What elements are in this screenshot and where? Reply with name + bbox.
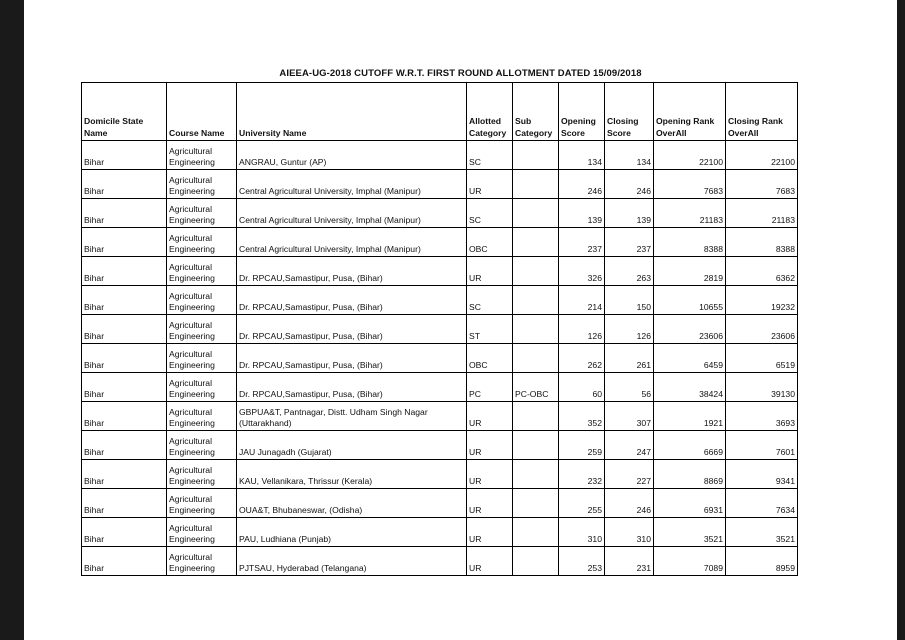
table-cell: OUA&T, Bhubaneswar, (Odisha) <box>237 489 467 518</box>
table-cell: 150 <box>605 286 654 315</box>
table-cell: Dr. RPCAU,Samastipur, Pusa, (Bihar) <box>237 344 467 373</box>
table-cell: Agricultural Engineering <box>167 518 237 547</box>
table-cell: 255 <box>559 489 605 518</box>
table-row <box>82 518 798 547</box>
table-header-row <box>82 83 798 141</box>
table-cell: 23606 <box>654 315 726 344</box>
table-cell: Agricultural Engineering <box>167 286 237 315</box>
table-cell: Bihar <box>82 141 167 170</box>
table-cell: Bihar <box>82 228 167 257</box>
table-cell: 352 <box>559 402 605 431</box>
table-cell: Agricultural Engineering <box>167 228 237 257</box>
table-cell <box>513 199 559 228</box>
table-cell: 253 <box>559 547 605 576</box>
table-cell: 246 <box>605 489 654 518</box>
table-cell: 126 <box>605 315 654 344</box>
table-cell <box>513 489 559 518</box>
table-cell: 6931 <box>654 489 726 518</box>
table-cell: 262 <box>559 344 605 373</box>
table-cell: Bihar <box>82 344 167 373</box>
table-cell: Agricultural Engineering <box>167 489 237 518</box>
table-cell: 3521 <box>726 518 798 547</box>
table-cell: 2819 <box>654 257 726 286</box>
table-cell: UR <box>467 402 513 431</box>
table-body <box>82 141 798 576</box>
table-cell: 139 <box>605 199 654 228</box>
column-header: Sub Category <box>513 83 559 141</box>
table-row <box>82 141 798 170</box>
table-row <box>82 402 798 431</box>
table-cell: 237 <box>559 228 605 257</box>
table-cell: UR <box>467 547 513 576</box>
table-cell: UR <box>467 257 513 286</box>
table-cell: 10655 <box>654 286 726 315</box>
table-cell: 8388 <box>654 228 726 257</box>
table-cell: 263 <box>605 257 654 286</box>
table-cell: 246 <box>605 170 654 199</box>
table-cell: JAU Junagadh (Gujarat) <box>237 431 467 460</box>
table-cell: 8959 <box>726 547 798 576</box>
table-cell: 7683 <box>654 170 726 199</box>
table-cell: 23606 <box>726 315 798 344</box>
table-cell: Agricultural Engineering <box>167 460 237 489</box>
table-cell: Agricultural Engineering <box>167 170 237 199</box>
table-row <box>82 170 798 199</box>
table-cell: Agricultural Engineering <box>167 344 237 373</box>
table-cell <box>513 518 559 547</box>
table-cell: 237 <box>605 228 654 257</box>
table-cell: 139 <box>559 199 605 228</box>
table-cell: Dr. RPCAU,Samastipur, Pusa, (Bihar) <box>237 373 467 402</box>
table-cell: 310 <box>605 518 654 547</box>
table-cell: 214 <box>559 286 605 315</box>
table-cell: 7089 <box>654 547 726 576</box>
table-cell <box>513 257 559 286</box>
table-cell: Dr. RPCAU,Samastipur, Pusa, (Bihar) <box>237 286 467 315</box>
table-row <box>82 431 798 460</box>
table-cell: 247 <box>605 431 654 460</box>
table-cell: 246 <box>559 170 605 199</box>
table-cell: 22100 <box>726 141 798 170</box>
table-cell: Agricultural Engineering <box>167 141 237 170</box>
table-cell: 326 <box>559 257 605 286</box>
table-cell: OBC <box>467 344 513 373</box>
table-cell: Central Agricultural University, Imphal (Manipur) <box>237 170 467 199</box>
table-row <box>82 547 798 576</box>
table-cell <box>513 344 559 373</box>
table-cell: SC <box>467 286 513 315</box>
table-cell: 6519 <box>726 344 798 373</box>
column-header: Allotted Category <box>467 83 513 141</box>
table-cell <box>513 460 559 489</box>
table-cell: 6362 <box>726 257 798 286</box>
table-cell: 6669 <box>654 431 726 460</box>
table-cell: Agricultural Engineering <box>167 199 237 228</box>
table-cell: PC <box>467 373 513 402</box>
table-row <box>82 344 798 373</box>
table-cell: GBPUA&T, Pantnagar, Distt. Udham Singh Nagar (Uttarakhand) <box>237 402 467 431</box>
table-cell: 7683 <box>726 170 798 199</box>
table-cell <box>513 547 559 576</box>
column-header: University Name <box>237 83 467 141</box>
table-cell: 1921 <box>654 402 726 431</box>
table-cell <box>513 141 559 170</box>
table-cell: 134 <box>559 141 605 170</box>
column-header: Domicile State Name <box>82 83 167 141</box>
table-cell <box>513 286 559 315</box>
column-header: Course Name <box>167 83 237 141</box>
column-header: Closing Score <box>605 83 654 141</box>
table-cell: PJTSAU, Hyderabad (Telangana) <box>237 547 467 576</box>
table-cell: 307 <box>605 402 654 431</box>
column-header: Closing Rank OverAll <box>726 83 798 141</box>
table-row <box>82 460 798 489</box>
table-cell: 3521 <box>654 518 726 547</box>
table-cell: 7601 <box>726 431 798 460</box>
table-cell: 21183 <box>654 199 726 228</box>
table-cell: Bihar <box>82 431 167 460</box>
table-row <box>82 489 798 518</box>
table-row <box>82 199 798 228</box>
table-row <box>82 257 798 286</box>
table-cell: Bihar <box>82 373 167 402</box>
column-header: Opening Rank OverAll <box>654 83 726 141</box>
table-cell <box>513 431 559 460</box>
table-cell: 8388 <box>726 228 798 257</box>
table-cell: 259 <box>559 431 605 460</box>
table-cell: ANGRAU, Guntur (AP) <box>237 141 467 170</box>
table-cell: Agricultural Engineering <box>167 547 237 576</box>
table-cell <box>513 315 559 344</box>
table-cell <box>513 402 559 431</box>
table-row <box>82 228 798 257</box>
table-cell: 19232 <box>726 286 798 315</box>
table-cell: Bihar <box>82 460 167 489</box>
table-cell: 39130 <box>726 373 798 402</box>
table-cell: UR <box>467 489 513 518</box>
table-cell: Bihar <box>82 315 167 344</box>
table-cell: Bihar <box>82 286 167 315</box>
table-cell: ST <box>467 315 513 344</box>
left-dark-border <box>0 0 24 640</box>
table-cell: 6459 <box>654 344 726 373</box>
table-cell: 3693 <box>726 402 798 431</box>
table-cell: Central Agricultural University, Imphal (Manipur) <box>237 199 467 228</box>
table-cell: PC-OBC <box>513 373 559 402</box>
table-cell: 7634 <box>726 489 798 518</box>
table-cell: SC <box>467 199 513 228</box>
table-cell: Agricultural Engineering <box>167 257 237 286</box>
document-page <box>24 0 897 640</box>
table-cell: 21183 <box>726 199 798 228</box>
column-header: Opening Score <box>559 83 605 141</box>
table-cell: 227 <box>605 460 654 489</box>
table-cell: SC <box>467 141 513 170</box>
table-cell: 310 <box>559 518 605 547</box>
table-cell: 232 <box>559 460 605 489</box>
table-cell: 60 <box>559 373 605 402</box>
table-cell: Dr. RPCAU,Samastipur, Pusa, (Bihar) <box>237 257 467 286</box>
table-cell: 9341 <box>726 460 798 489</box>
table-cell: 126 <box>559 315 605 344</box>
table-cell: Bihar <box>82 199 167 228</box>
table-cell: 134 <box>605 141 654 170</box>
table-cell: Central Agricultural University, Imphal (Manipur) <box>237 228 467 257</box>
table-row <box>82 315 798 344</box>
table-row <box>82 373 798 402</box>
table-row <box>82 286 798 315</box>
table-cell: PAU, Ludhiana (Punjab) <box>237 518 467 547</box>
table-cell: Agricultural Engineering <box>167 315 237 344</box>
table-cell: Bihar <box>82 170 167 199</box>
table-cell: Dr. RPCAU,Samastipur, Pusa, (Bihar) <box>237 315 467 344</box>
table-cell: UR <box>467 460 513 489</box>
table-cell: 22100 <box>654 141 726 170</box>
right-dark-border <box>897 0 905 640</box>
table-cell: 38424 <box>654 373 726 402</box>
table-cell: KAU, Vellanikara, Thrissur (Kerala) <box>237 460 467 489</box>
table-cell: UR <box>467 170 513 199</box>
table-cell: UR <box>467 431 513 460</box>
table-cell: Bihar <box>82 518 167 547</box>
table-cell: 261 <box>605 344 654 373</box>
table-cell: OBC <box>467 228 513 257</box>
document-title: AIEEA-UG-2018 CUTOFF W.R.T. FIRST ROUND ALLOTMENT DATED 15/09/2018 <box>279 68 642 79</box>
table-cell: Bihar <box>82 402 167 431</box>
table-cell: Agricultural Engineering <box>167 373 237 402</box>
table-cell: Bihar <box>82 489 167 518</box>
table-cell: 231 <box>605 547 654 576</box>
table-cell: Bihar <box>82 257 167 286</box>
table-cell: 8869 <box>654 460 726 489</box>
table-cell <box>513 228 559 257</box>
cutoff-table <box>81 82 798 576</box>
table-cell: Agricultural Engineering <box>167 402 237 431</box>
table-cell: Bihar <box>82 547 167 576</box>
table-cell: UR <box>467 518 513 547</box>
table-cell: 56 <box>605 373 654 402</box>
table-cell: Agricultural Engineering <box>167 431 237 460</box>
table-cell <box>513 170 559 199</box>
